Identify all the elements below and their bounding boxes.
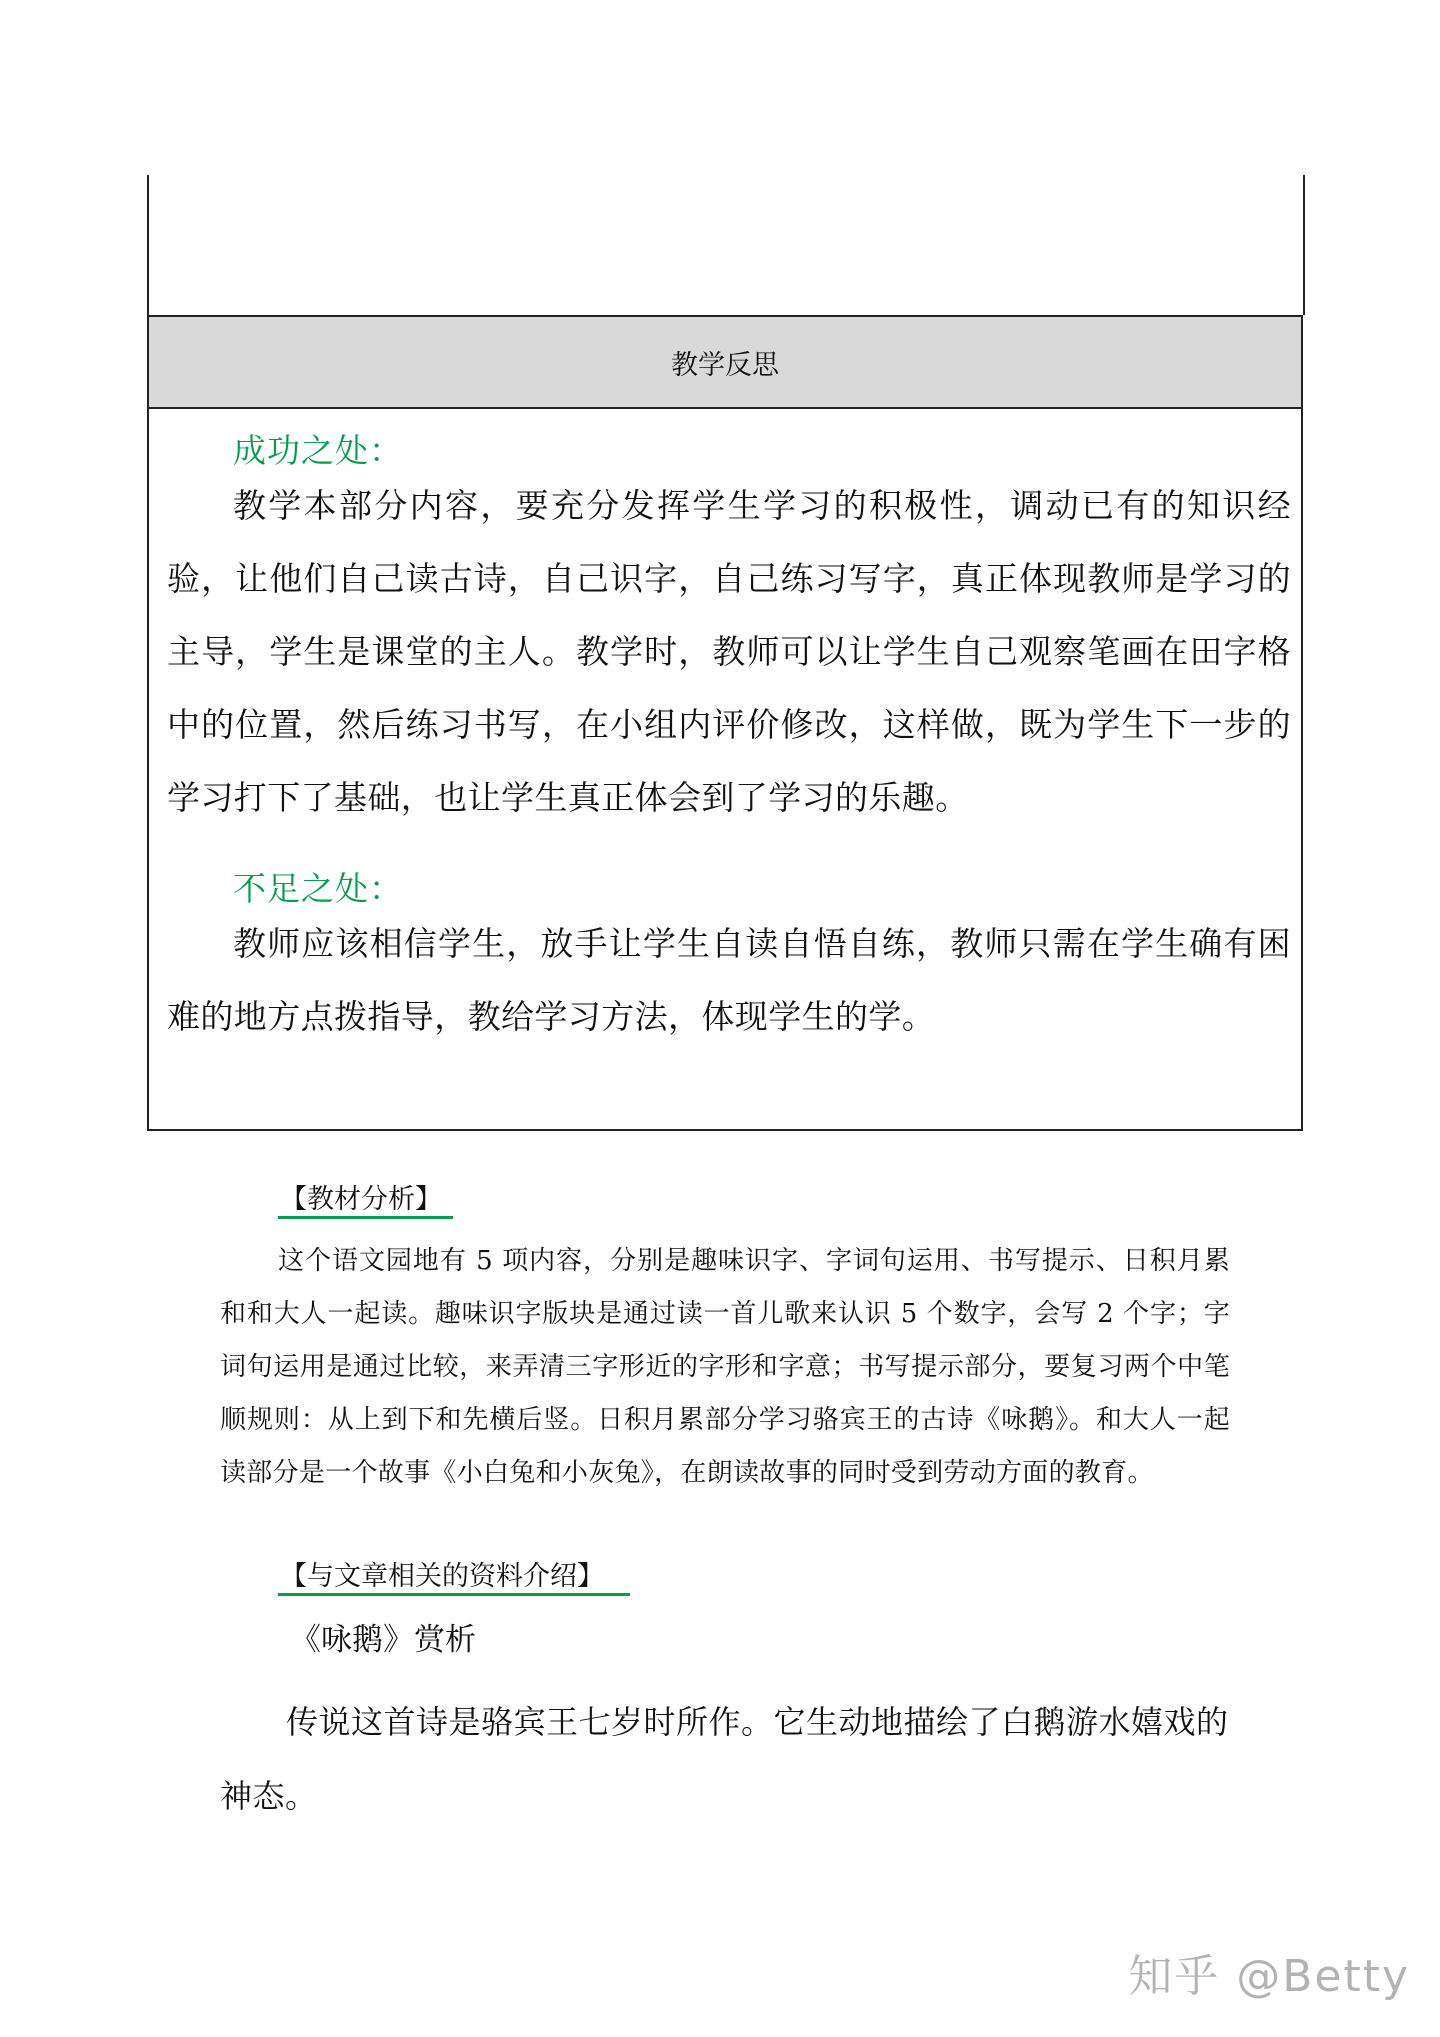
related-material-title: 【与文章相关的资料介绍】: [280, 1561, 604, 1592]
material-analysis-title: 【教材分析】: [280, 1184, 442, 1215]
watermark: 知乎 @Betty: [1128, 1951, 1410, 2002]
table-header-cell: [147, 315, 1303, 409]
shortcoming-paragraph: 教师应该相信学生，放手让学生自读自悟自练，教师只需在学生确有困难的地方点拨指导，教给学习方法，体现学生的学。: [167, 924, 1291, 1036]
appreciation-subtitle: 《咏鹅》赏析: [290, 1622, 476, 1658]
material-analysis-paragraph: 这个语文园地有 5 项内容，分别是趣味识字、字词句运用、书写提示、日积月累和和大人一起读。趣味识字版块是通过读一首儿歌来认识 5 个数字，会写 2 个字；字词句运用是通过比较，来弄清三字形近的字形和字意；书写提示部分，要复习两个中笔顺规则：从上到下和先横后竖。日积月累部分学习骆宾王的古诗《咏鹅》。和大人一起读部分是一个故事《小白兔和小灰兔》，在朗读故事的同时受到劳动方面的教育。: [220, 1246, 1230, 1488]
empty-table-cell: [147, 175, 1305, 315]
reflection-header: 教学反思: [671, 349, 779, 381]
success-paragraph: 教学本部分内容，要充分发挥学生学习的积极性，调动已有的知识经验，让他们自己读古诗，自己识字，自己练习写字，真正体现教师是学习的主导，学生是课堂的主人。教学时，教师可以让学生自己观察笔画在田字格中的位置，然后练习书写，在小组内评价修改，这样做，既为学生下一步的学习打下了基础，也让学生真正体会到了学习的乐趣。: [167, 486, 1291, 817]
reflection-table: [147, 175, 1303, 1131]
reflection-body-cell: [147, 409, 1303, 1131]
shortcoming-heading: 不足之处：: [233, 869, 403, 908]
related-material-underline: [278, 1593, 630, 1596]
material-analysis-underline: [278, 1216, 453, 1219]
success-heading: 成功之处：: [233, 431, 403, 470]
appreciation-paragraph: 传说这首诗是骆宾王七岁时所作。它生动地描绘了白鹅游水嬉戏的神态。: [220, 1703, 1229, 1815]
